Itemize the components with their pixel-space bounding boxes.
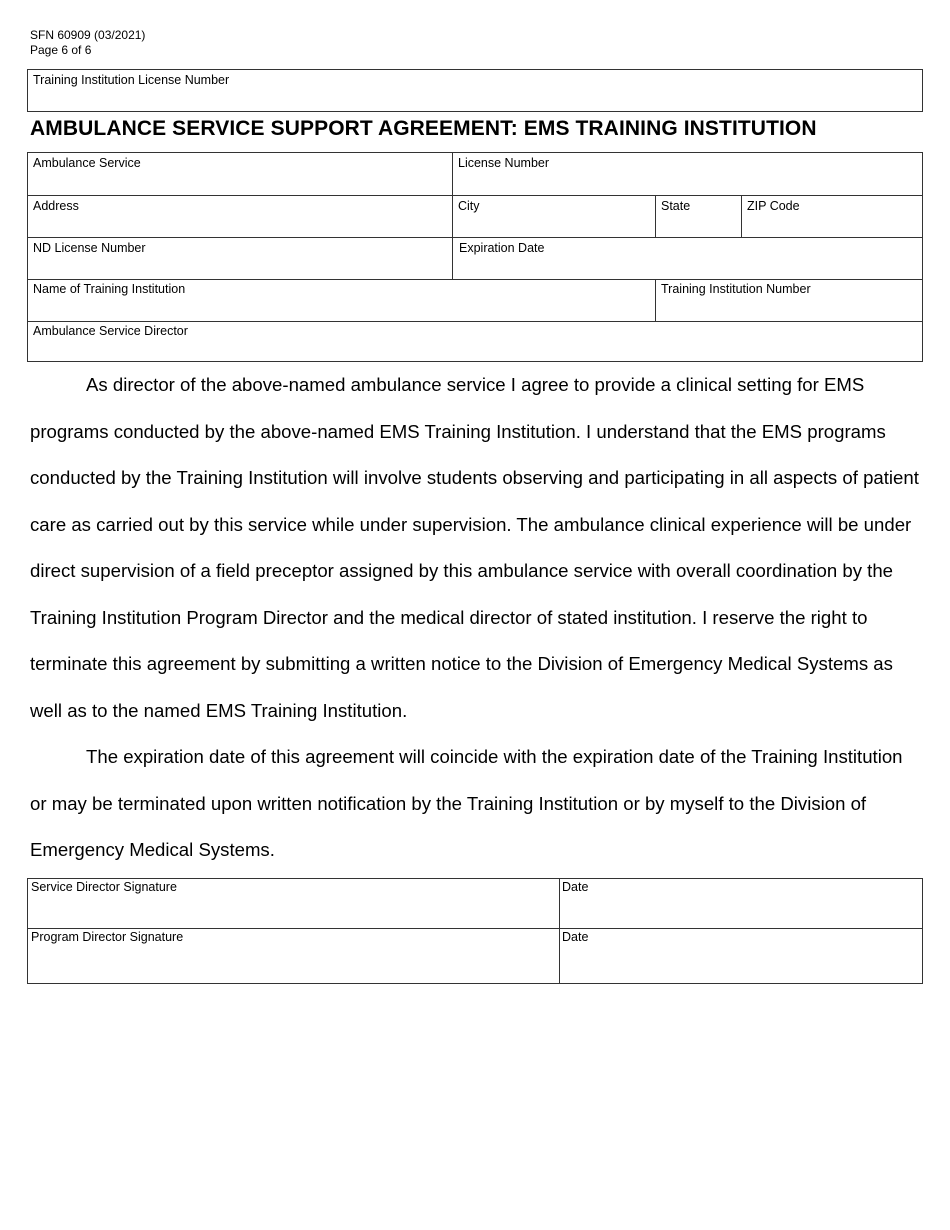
ambulance-service-director-label: Ambulance Service Director [33, 324, 188, 338]
city-field[interactable] [452, 195, 655, 237]
program-director-date-label: Date [562, 930, 589, 944]
form-header [30, 28, 145, 58]
address-label: Address [33, 199, 79, 213]
info-grid [27, 152, 923, 362]
training-institution-name-label: Name of Training Institution [33, 282, 186, 296]
ambulance-service-director-field[interactable] [28, 321, 923, 362]
agreement-paragraph: As director of the above-named ambulance service I agree to provide a clinical setting for EMS programs conducted by the above-named EMS Training Institution. I understand that the EMS programs conducted by the Training Institution will involve students observing and participating in all aspects of patient care as carried out by this service while under supervision. The ambulance clinical experience will be under direct supervision of a field preceptor assigned by this ambulance service with overall coordination by the Training Institution Program Director and the medical director of stated institution. I reserve the right to terminate this agreement by submitting a written notice to the Division of Emergency Medical Systems as well as to the named EMS Training Institution. [30, 374, 919, 721]
nd-license-number-label: ND License Number [33, 241, 146, 255]
zip-code-label: ZIP Code [747, 199, 800, 213]
expiration-date-label: Expiration Date [459, 241, 545, 255]
service-director-signature-field[interactable] [28, 879, 559, 928]
expiration-date-field[interactable] [452, 237, 923, 279]
page-title: AMBULANCE SERVICE SUPPORT AGREEMENT: EMS TRAINING INSTITUTION [30, 117, 817, 140]
city-label: City [458, 199, 480, 213]
training-institution-number-field[interactable] [655, 279, 923, 321]
ambulance-service-field[interactable] [28, 153, 452, 195]
training-institution-license-label: Training Institution License Number [33, 73, 230, 87]
ambulance-service-label: Ambulance Service [33, 156, 141, 170]
zip-code-field[interactable] [741, 195, 923, 237]
training-institution-name-field[interactable] [28, 279, 655, 321]
license-number-field[interactable] [452, 153, 923, 195]
agreement-text [30, 362, 922, 874]
nd-license-number-field[interactable] [28, 237, 452, 279]
service-director-date-field[interactable] [559, 879, 923, 928]
program-director-signature-field[interactable] [28, 928, 559, 983]
license-number-label: License Number [458, 156, 550, 170]
service-director-date-label: Date [562, 880, 589, 894]
training-institution-number-label: Training Institution Number [661, 282, 811, 296]
agreement-paragraph: The expiration date of this agreement will coincide with the expiration date of the Training Institution or may be terminated upon written notification by the Training Institution or by myself to the Division of Emergency Medical Systems. [30, 746, 903, 860]
state-label: State [661, 199, 691, 213]
training-institution-license-field[interactable] [27, 69, 923, 112]
service-director-signature-label: Service Director Signature [31, 880, 177, 894]
page-number: Page 6 of 6 [30, 43, 92, 57]
address-field[interactable] [28, 195, 452, 237]
signature-table [27, 878, 923, 984]
form-id: SFN 60909 (03/2021) [30, 28, 146, 42]
program-director-signature-label: Program Director Signature [31, 930, 184, 944]
state-field[interactable] [655, 195, 741, 237]
program-director-date-field[interactable] [559, 928, 923, 983]
